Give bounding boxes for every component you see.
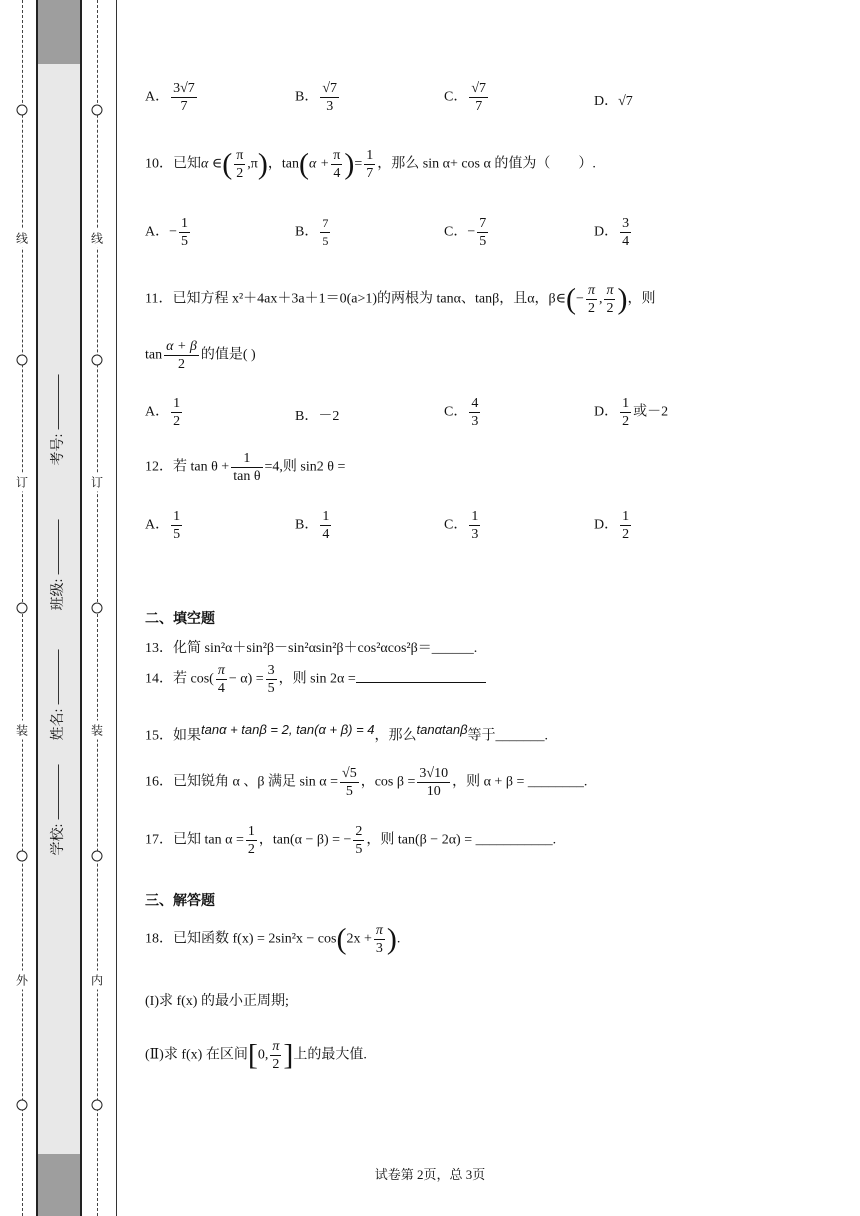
outer-mark-wai: 外 — [16, 971, 28, 990]
question-13: 13．化简 sin²α＋sin²β－sin²αsin²β＋cos²αcos²β＝______. — [145, 641, 478, 656]
inner-mark-ding: 订 — [91, 473, 103, 492]
q14-answer-blank[interactable] — [356, 682, 486, 683]
outer-circle-mark — [17, 105, 28, 116]
question-10: 10．已知α ∈( $\frac{\pi}{2}$ ,π)，tan(α + $\frac{\pi}{4}$ )= $\frac{1}{7}$ ，那么 sin α+ cos α 的值为（ ）. — [145, 147, 596, 181]
inner-mark-xian: 线 — [91, 229, 103, 248]
question-18-part1: (I)求 f(x) 的最小正周期; — [145, 994, 289, 1009]
page-footer: 试卷第 2页，总 3页 — [374, 1167, 486, 1182]
inner-circle-mark — [92, 105, 103, 116]
inner-circle-mark — [92, 355, 103, 366]
outer-mark-xian: 线 — [16, 229, 28, 248]
bar-top-cap — [38, 0, 80, 64]
outer-circle-mark — [17, 851, 28, 862]
question-15: 15．如果tanα + tanβ = 2, tan(α + β) = 4，那么tanαtanβ等于_______. — [145, 722, 548, 744]
exam-number-field[interactable]: 考号: — [47, 375, 67, 466]
section-answer-title: 三、解答题 — [145, 893, 215, 909]
question-16: 16．已知锐角 α 、β 满足 sin α = $\frac{√5}{5}$ ，cos β = $\frac{3√10}{10}$ ，则 α + β = ________. — [145, 766, 588, 799]
question-14: 14．若 cos( $\frac{\pi}{4}$ − α) = $\frac{3}{5}$ ，则 sin 2α = — [145, 662, 486, 697]
outer-mark-ding: 订 — [16, 473, 28, 492]
question-17: 17．已知 tan α = $\frac{1}{2}$ ，tan(α − β) = − $\frac{2}{5}$ ，则 tan(β − 2α) = ___________. — [145, 824, 557, 857]
inner-circle-mark — [92, 1100, 103, 1111]
name-field[interactable]: 姓名: — [47, 650, 67, 741]
outer-circle-mark — [17, 603, 28, 614]
inner-mark-nei: 内 — [91, 971, 103, 990]
question-18: 18．已知函数 f(x) = 2sin²x − cos(2x + $\frac{\pi}{3}$ ). — [145, 922, 401, 956]
outer-mark-zhuang: 装 — [16, 721, 28, 740]
class-field[interactable]: 班级: — [47, 520, 67, 611]
question-11-line2: tan $\frac{\alpha + \beta}{2}$ 的值是( ) — [145, 339, 256, 372]
page-border — [116, 0, 117, 1216]
question-12: 12．若 tan θ + $\frac{1}{\text{tan θ}}$ =4,则 sin2 θ = — [145, 451, 346, 484]
section-fill-in-title: 二、填空题 — [145, 611, 215, 627]
outer-circle-mark — [17, 355, 28, 366]
question-11: 11．已知方程 x²＋4ax＋3a＋1＝0(a>1)的两根为 tanα、tanβ，且α，β∈(− $\frac{\pi}{2}$ , $\frac{\pi}{2}$ )，则 — [145, 282, 656, 316]
question-18-part2: (Ⅱ)求 f(x) 在区间[0, $\frac{\pi}{2}$ ]上的最大值. — [145, 1038, 367, 1072]
school-field[interactable]: 学校: — [47, 765, 67, 856]
inner-circle-mark — [92, 603, 103, 614]
outer-circle-mark — [17, 1100, 28, 1111]
inner-circle-mark — [92, 851, 103, 862]
inner-mark-zhuang: 装 — [91, 721, 103, 740]
binding-margin — [0, 0, 118, 1216]
